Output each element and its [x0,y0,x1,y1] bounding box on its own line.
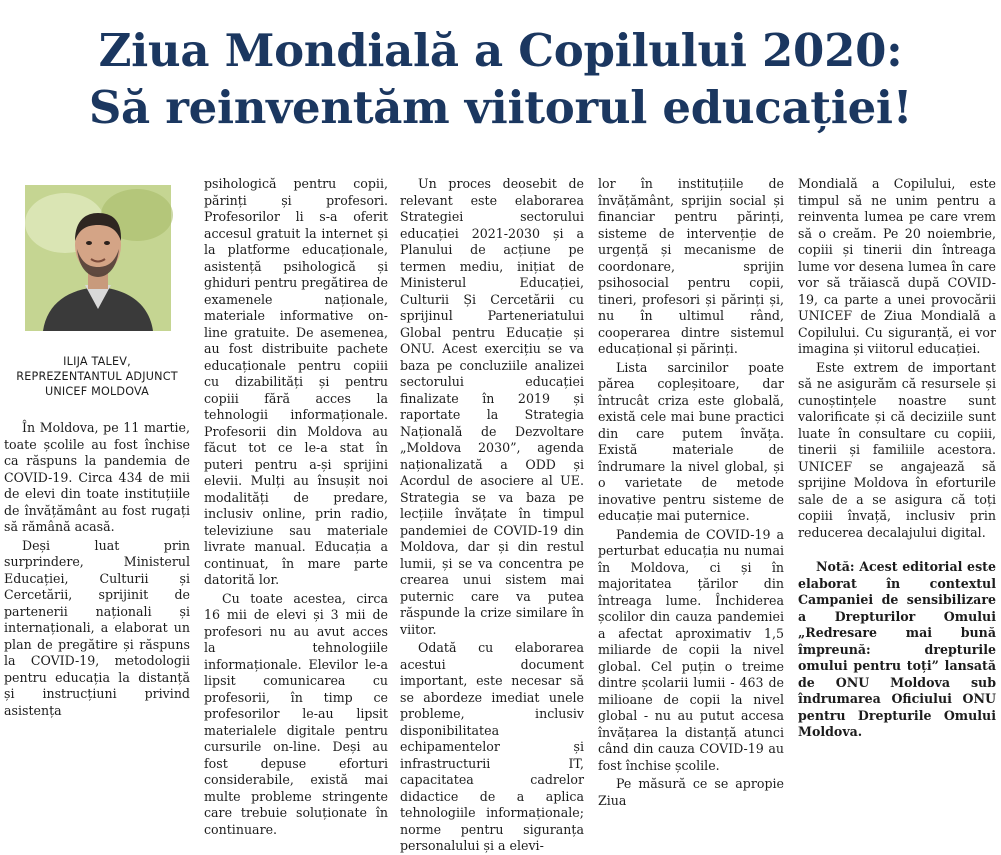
paragraph-2-continued: psihologică pentru copii, părinți și profesori. Profesorilor li s-a oferit accesul gratuit la internet și la platforme educaționale, asistență psihologică și ghiduri pentru pregătirea de examenele naționale, materiale informative on-line gratuite. De asemenea, au fost distribuite pachete educaționale pentru copiii cu dizabilități și pentru copiii fără acces la tehnologii informaționale. Profesorii din Moldova au făcut tot ce le-a stat în puteri pentru a-și sprijini elevii. Mulți au însușit noi modalități de predare, inclusiv online, prin radio, televiziune sau materiale livrate manual. Educația a continuat, în mare parte datorită lor. [204,176,388,587]
paragraph-5-start: Odată cu elaborarea acestui document important, este necesar să se abordeze imediat unele probleme, inclusiv disponibilitatea echipamentelor și infrastructurii IT, capacitatea cadrelor didactice de a aplica tehnologiile informaționale; norme pentru siguranța personalului și a elevi- [400,640,584,853]
column-1 [4,0,190,718]
paragraph-8-start: Pe măsură ce se apropie Ziua [598,776,784,808]
column-5 [798,176,996,739]
paragraph-9: Este extrem de important să ne asigurăm că resursele și cunoștințele noastre sunt valorificate și că deciziile sunt luate în consultare cu copiii, tinerii și familiile acestora. UNICEF se angajează să sprijine Moldova în eforturile sale de a se asigura că toți copiii învață, inclusiv prin reducerea decalajului digital. [798,359,996,540]
caption-name: ILIJA TALEV, [63,355,131,368]
paragraph-4: Un proces deosebit de relevant este elaborarea Strategiei sectorului educației 2021-2030 și a Planului de acțiune pe termen mediu, inițiat de Ministerul Educației, Culturii Și Cercetării cu sprijinul Parteneriatului Global pentru Educație și ONU. Acest exercițiu se va baza pe concluziile analizei sectorului educației finalizate în 2019 și raportate la Strategia Națională de Dezvoltare „Moldova 2030”, agenda naționalizată a ODD și Acordul de asociere al UE. Strategia se va baza pe lecțiile învățate în timpul pandemiei de COVID-19 din Moldova, dar și din restul lumii, și se va concentra pe crearea unui sistem mai puternic care va putea răspunde la crize similare în viitor. [400,176,584,637]
editorial-note-text: Notă: Acest editorial este elaborat în contextul Campaniei de sensibilizare a Drepturilor Omului „Redresare mai bună împreună: drepturile omului pentru toți” lansată de ONU Moldova sub îndrumarea Oficiului ONU pentru Drepturile Omului Moldova. [798,559,996,739]
paragraph-5-continued: lor în instituțiile de învățământ, sprijin social și financiar pentru părinți, sisteme de intervenție de urgență și mecanisme de coordonare, sprijin psihosocial pentru copii, tineri, profesori și părinți și, nu în ultimul rând, cooperarea dintre sistemul educațional și părinți. [598,176,784,356]
column-3 [400,176,584,853]
caption-role-line-2: UNICEF MOLDOVA [44,385,150,398]
paragraph-8-continued: Mondială a Copilului, este timpul să ne unim pentru a reinventa lumea pe care vrem să o creăm. Pe 20 noiembrie, copiii și tinerii din întreaga lume vor desena lumea în care vor să trăiască după COVID-19, ca parte a unei provocării UNICEF de Ziua Mondială a Copilului. Cu siguranță, ei vor imagina și viitorul educației. [798,176,996,356]
headline-line-2: Să reinventăm viitorul educației! [88,81,913,134]
editorial-note [798,559,996,741]
column-1-text [4,420,190,719]
column-4 [598,176,784,808]
paragraph-3: Cu toate acestea, circa 16 mii de elevi și 3 mii de profesori nu au avut acces la tehnologiile informaționale. Elevilor le-a lipsit comunicarea cu profesorii, în timp ce profesorilor le-au lipsit materialele digitale pentru cursurile on-line. Deși au fost depuse eforturi considerabile, există mai multe probleme stringente care trebuie soluționate în continuare. [204,590,388,837]
paragraph-2-start: Deși luat prin surprindere, Ministerul Educației, Culturii și Cercetării, sprijinit de partenerii naționali și internaționali, a elaborat un plan de pregătire și răspuns la COVID-19, metodologii pentru educația la distanță și instrucțiuni privind asistența [4,537,190,718]
column-2 [204,176,388,837]
headline-line-1: Ziua Mondială a Copilului 2020: [98,24,903,77]
paragraph-1: În Moldova, pe 11 martie, toate școlile au fost închise ca răspuns la pandemia de COVID-19. Circa 434 de mii de elevi din toate instituțiile de învățământ au fost rugați să rămână acasă. [4,420,190,534]
paragraph-7: Pandemia de COVID-19 a perturbat educația nu numai în Moldova, ci și în majoritatea țărilor din întreaga lume. Închiderea școlilor din cauza pandemiei a afectat aproximativ 1,5 miliarde de copii la nivel global. Cel puțin o treime dintre școlarii lumii - 463 de milioane de copii la nivel global - nu au putut accesa învățarea la distanță atunci când din cauza COVID-19 au fost închise școlile. [598,526,784,773]
caption-role-line-1: REPREZENTANTUL ADJUNCT [16,370,178,383]
paragraph-6: Lista sarcinilor poate părea copleșitoare, dar întrucât criza este globală, există cele mai bune practici din care putem învăța. Există materiale de îndrumare la nivel global, și o varietate de metode inovative pentru sisteme de educație mai puternice. [598,359,784,523]
